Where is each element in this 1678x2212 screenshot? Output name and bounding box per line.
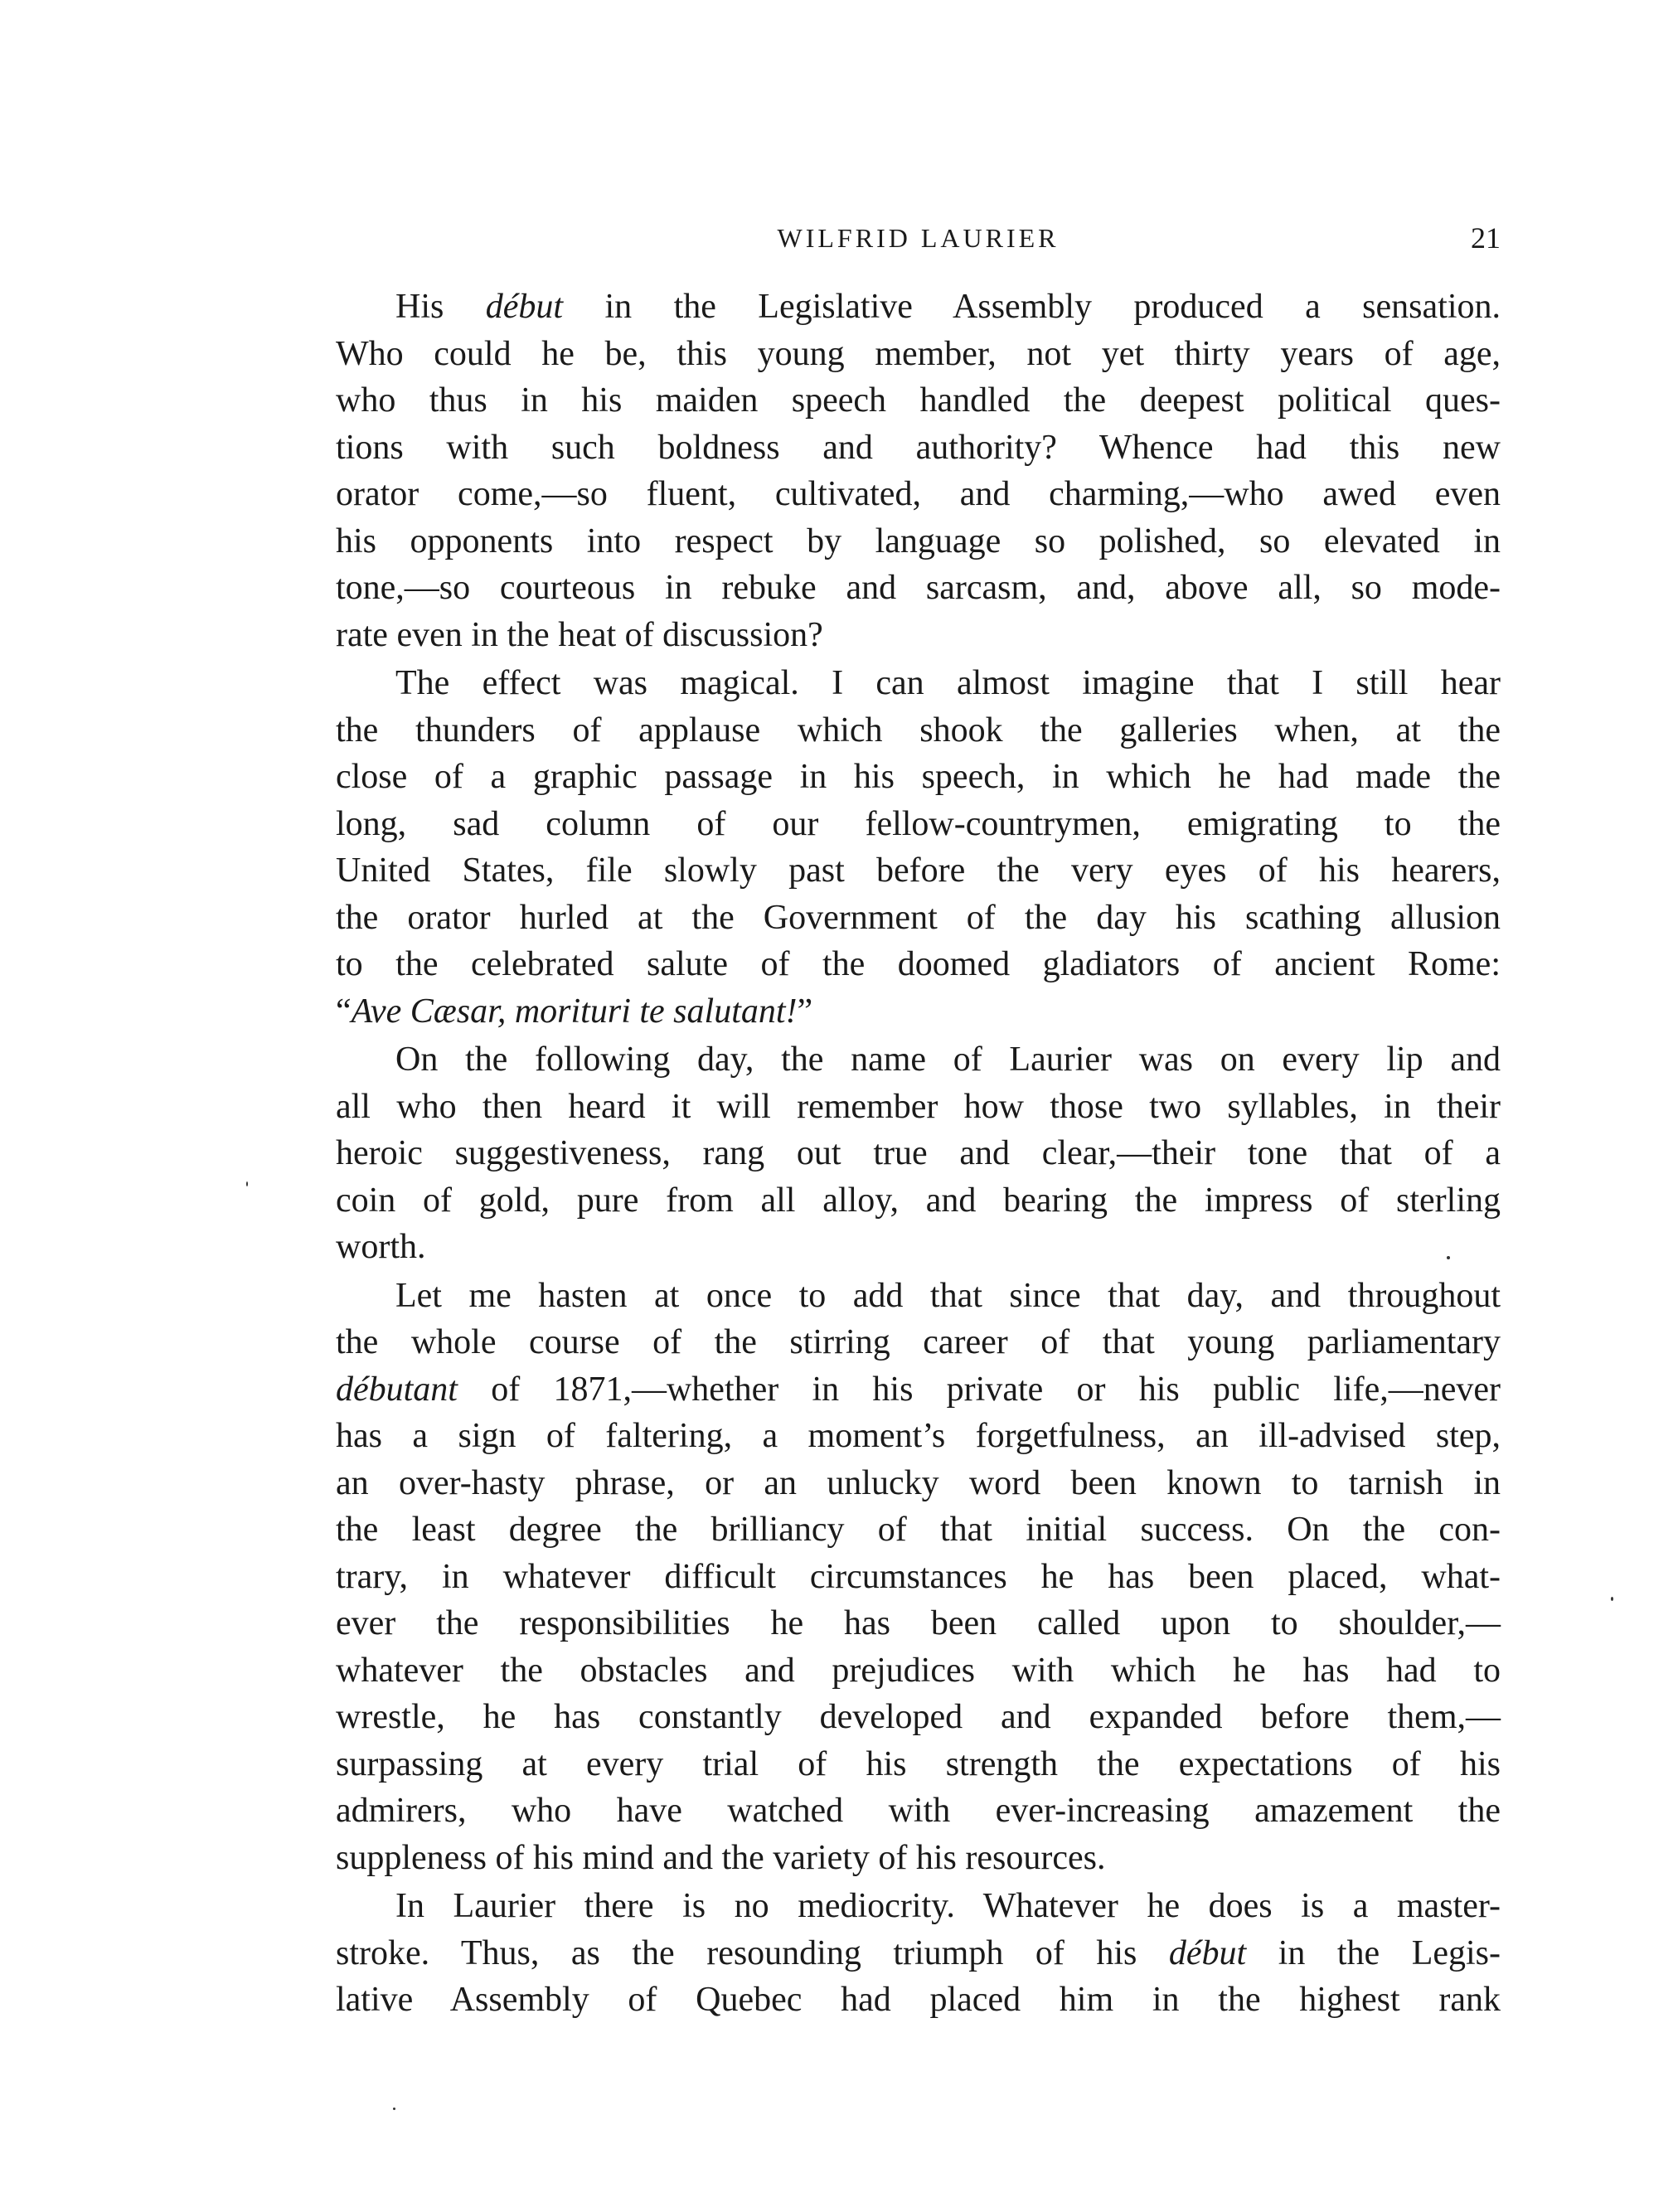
text-line <box>336 1600 1501 1647</box>
text-line <box>336 518 1501 565</box>
text-run: in the Legis- <box>1246 1933 1501 1972</box>
text-run: The effect was magical. I can almost imagine that I still hear <box>395 664 1501 702</box>
text-line <box>336 988 1501 1036</box>
italic-run: débutant <box>336 1370 458 1409</box>
running-title: WILFRID LAURIER <box>777 223 1060 253</box>
text-line <box>336 1930 1501 1977</box>
text-line <box>336 612 1501 659</box>
text-run: United States, file slowly past before the very eyes of his hearers, <box>336 851 1501 890</box>
text-run: who thus in his maiden speech handled the deepest political ques- <box>336 381 1501 420</box>
page-number: 21 <box>1471 221 1501 255</box>
text-line <box>336 1460 1501 1507</box>
text-line <box>336 1835 1501 1882</box>
paragraph <box>336 1883 1501 2024</box>
text-line <box>336 1506 1501 1554</box>
text-run: the thunders of applause which shook the galleries when, at the <box>336 711 1501 749</box>
print-speck <box>1611 1597 1613 1601</box>
paragraph <box>336 1273 1501 1882</box>
text-run: ever the responsibilities he has been called upon to shoulder,— <box>336 1604 1501 1642</box>
italic-run: début <box>485 288 564 326</box>
text-run: admirers, who have watched with ever-increasing amazement the <box>336 1792 1501 1830</box>
text-run: tions with such boldness and authority? Whence had this new <box>336 428 1501 467</box>
text-line <box>336 1319 1501 1366</box>
text-line <box>336 1413 1501 1460</box>
text-run: worth. <box>336 1228 426 1266</box>
text-run: suppleness of his mind and the variety of his resources. <box>336 1838 1106 1877</box>
text-line <box>336 801 1501 848</box>
text-line <box>336 1366 1501 1414</box>
text-line <box>336 1084 1501 1131</box>
text-run: His <box>395 288 486 326</box>
text-run: in the Legislative Assembly produced a sensation. <box>563 288 1501 326</box>
text-line <box>336 847 1501 895</box>
text-line <box>336 1647 1501 1695</box>
text-run: lative Assembly of Quebec had placed him in the highest rank <box>336 1981 1501 2019</box>
text-line <box>336 895 1501 942</box>
text-run: On the following day, the name of Laurier was on every lip and <box>395 1041 1501 1079</box>
text-run: the orator hurled at the Government of the day his scathing allusion <box>336 898 1501 937</box>
text-run: his opponents into respect by language so polished, so elevated in <box>336 521 1501 560</box>
text-run: Who could he be, this young member, not yet thirty years of age, <box>336 334 1501 373</box>
body-text <box>336 284 1501 2024</box>
text-line <box>336 1177 1501 1225</box>
text-line <box>336 1273 1501 1320</box>
text-line <box>336 941 1501 988</box>
text-line <box>336 1788 1501 1835</box>
print-speck <box>393 2108 395 2110</box>
text-run: “ <box>336 992 352 1031</box>
text-run: orator come,—so fluent, cultivated, and charming,—who awed even <box>336 475 1501 513</box>
print-speck <box>246 1181 248 1186</box>
print-speck <box>1447 1256 1450 1259</box>
text-run: surpassing at every trial of his strength the expectations of his <box>336 1744 1501 1783</box>
text-run: stroke. Thus, as the resounding triumph of his <box>336 1933 1169 1972</box>
text-line <box>336 754 1501 801</box>
text-run: trary, in whatever difficult circumstances he has been placed, what- <box>336 1557 1501 1596</box>
paragraph <box>336 1036 1501 1271</box>
text-line <box>336 377 1501 424</box>
text-line <box>336 1741 1501 1788</box>
text-run: ” <box>797 992 813 1031</box>
text-line <box>336 707 1501 754</box>
italic-run: début <box>1168 1933 1247 1972</box>
text-run: all who then heard it will remember how those two syllables, in their <box>336 1087 1501 1126</box>
text-run: whatever the obstacles and prejudices with which he has had to <box>336 1651 1501 1690</box>
text-line <box>336 471 1501 518</box>
italic-run: Ave Cæsar, morituri te salutant! <box>351 992 798 1031</box>
text-run: tone,—so courteous in rebuke and sarcasm, and, above all, so mode- <box>336 569 1501 607</box>
running-head <box>336 217 1501 259</box>
text-run: long, sad column of our fellow-countrymen, emigrating to the <box>336 804 1501 843</box>
paragraph <box>336 284 1501 658</box>
text-line <box>336 1130 1501 1177</box>
text-run: heroic suggestiveness, rang out true and clear,—their tone that of a <box>336 1134 1501 1172</box>
text-run: coin of gold, pure from all alloy, and bearing the impress of sterling <box>336 1181 1501 1220</box>
text-run: an over-hasty phrase, or an unlucky word been known to tarnish in <box>336 1463 1501 1502</box>
text-line <box>336 1694 1501 1741</box>
text-run: the whole course of the stirring career of that young parliamentary <box>336 1323 1501 1361</box>
text-line <box>336 660 1501 707</box>
text-run: In Laurier there is no mediocrity. Whatever he does is a master- <box>395 1887 1501 1925</box>
text-run: to the celebrated salute of the doomed gladiators of ancient Rome: <box>336 945 1501 983</box>
text-line <box>336 284 1501 331</box>
text-run: has a sign of faltering, a moment’s forgetfulness, an ill-advised step, <box>336 1417 1501 1455</box>
text-run: Let me hasten at once to add that since that day, and throughout <box>395 1276 1501 1315</box>
paragraph <box>336 660 1501 1035</box>
text-run: rate even in the heat of discussion? <box>336 615 823 654</box>
text-line <box>336 424 1501 472</box>
text-line <box>336 331 1501 378</box>
text-run: of 1871,—whether in his private or his public life,—never <box>457 1370 1501 1409</box>
text-line <box>336 1554 1501 1601</box>
text-line <box>336 1036 1501 1084</box>
text-line <box>336 1224 1501 1271</box>
text-run: close of a graphic passage in his speech, in which he had made the <box>336 758 1501 796</box>
text-line <box>336 1977 1501 2024</box>
text-run: wrestle, he has constantly developed and expanded before them,— <box>336 1698 1501 1736</box>
text-line <box>336 1883 1501 1930</box>
text-line <box>336 565 1501 612</box>
text-run: the least degree the brilliancy of that initial success. On the con- <box>336 1511 1501 1549</box>
